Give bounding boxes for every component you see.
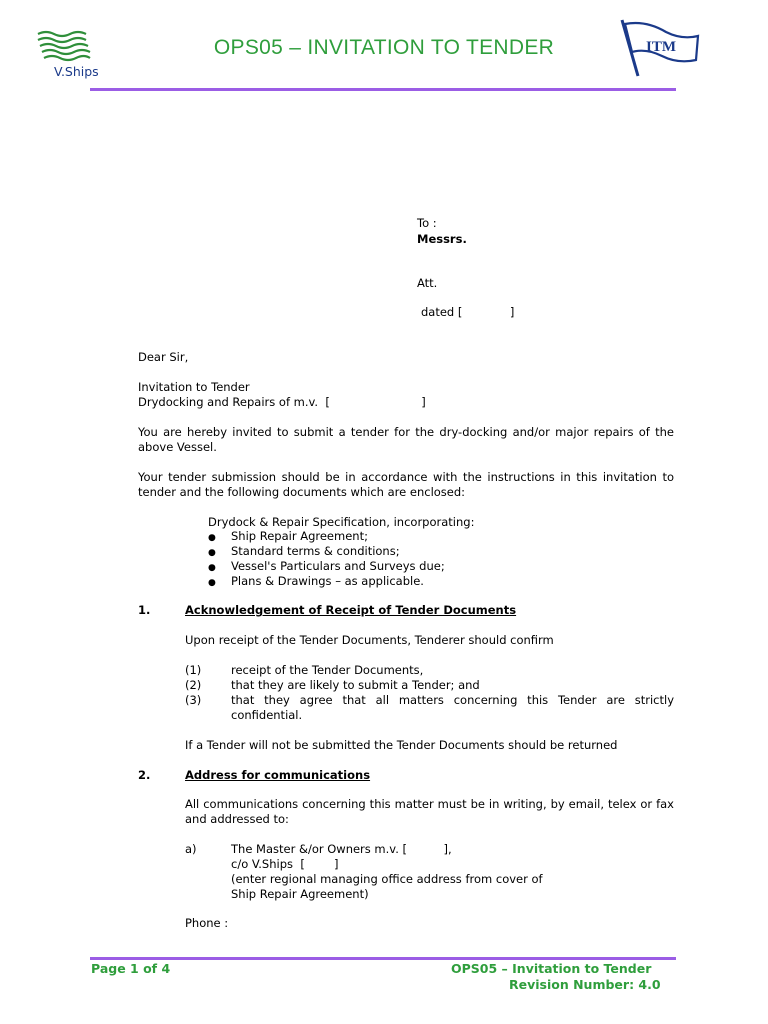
bullet-icon: ● xyxy=(208,533,216,543)
bullet-icon: ● xyxy=(208,578,216,588)
address-line: c/o V.Ships [ ] xyxy=(231,857,339,871)
bullet-icon: ● xyxy=(208,548,216,558)
enclosure-item: Plans & Drawings – as applicable. xyxy=(231,574,424,588)
itm-logo-text: ITM xyxy=(646,39,676,55)
section-2-heading: Address for communications xyxy=(185,768,371,782)
enclosure-item: Ship Repair Agreement; xyxy=(231,529,368,543)
bullet-icon: ● xyxy=(208,563,216,573)
paragraph-instructions: Your tender submission should be in accordance with the instructions in this invitation to tender and the following documents which are enclosed: xyxy=(138,470,674,499)
address-line: Ship Repair Agreement) xyxy=(231,887,369,901)
paragraph-invitation: You are hereby invited to submit a tender for the dry-docking and/or major repairs of the above Vessel. xyxy=(138,425,674,454)
section-1-item-text: that they are likely to submit a Tender; and xyxy=(231,678,480,692)
document-title: OPS05 – INVITATION TO TENDER xyxy=(213,36,555,59)
section-1-item-number: (1) xyxy=(185,663,202,677)
vships-logo-text: V.Ships xyxy=(54,64,99,79)
section-2-item-label: a) xyxy=(185,842,197,856)
header-rule xyxy=(90,88,676,91)
section-1-item-number: (3) xyxy=(185,693,202,707)
subject-line-1: Invitation to Tender xyxy=(138,380,250,394)
itm-logo xyxy=(616,18,700,78)
itm-flag-icon xyxy=(616,18,700,78)
enclosure-item: Vessel's Particulars and Surveys due; xyxy=(231,559,445,573)
dated-field: dated [ ] xyxy=(421,305,515,319)
messrs-label: Messrs. xyxy=(417,232,467,246)
att-label: Att. xyxy=(417,276,438,290)
section-2-intro: All communications concerning this matter must be in writing, by email, telex or fax and addressed to: xyxy=(185,797,674,826)
to-label: To : xyxy=(417,216,437,230)
address-line: The Master &/or Owners m.v. [ ], xyxy=(231,842,452,856)
section-1-number: 1. xyxy=(138,603,151,617)
footer-rule xyxy=(90,957,676,960)
phone-label: Phone : xyxy=(185,916,229,930)
subject-line-2: Drydocking and Repairs of m.v. [ ] xyxy=(138,395,426,409)
salutation: Dear Sir, xyxy=(138,350,189,364)
section-1-item-number: (2) xyxy=(185,678,202,692)
section-1-closing: If a Tender will not be submitted the Tender Documents should be returned xyxy=(185,738,618,752)
footer-document-name: OPS05 – Invitation to Tender xyxy=(451,961,652,976)
page-number: Page 1 of 4 xyxy=(91,961,171,976)
enclosures-intro: Drydock & Repair Specification, incorporating: xyxy=(208,515,475,529)
section-1-heading: Acknowledgement of Receipt of Tender Documents xyxy=(185,603,517,617)
section-2-number: 2. xyxy=(138,768,151,782)
section-1-intro: Upon receipt of the Tender Documents, Tenderer should confirm xyxy=(185,633,554,647)
revision-number: Revision Number: 4.0 xyxy=(509,977,661,992)
section-1-item-text: that they agree that all matters concerning this Tender are strictly confidential. xyxy=(231,693,674,722)
section-1-item-text: receipt of the Tender Documents, xyxy=(231,663,424,677)
enclosure-item: Standard terms & conditions; xyxy=(231,544,400,558)
address-line: (enter regional managing office address from cover of xyxy=(231,872,543,886)
